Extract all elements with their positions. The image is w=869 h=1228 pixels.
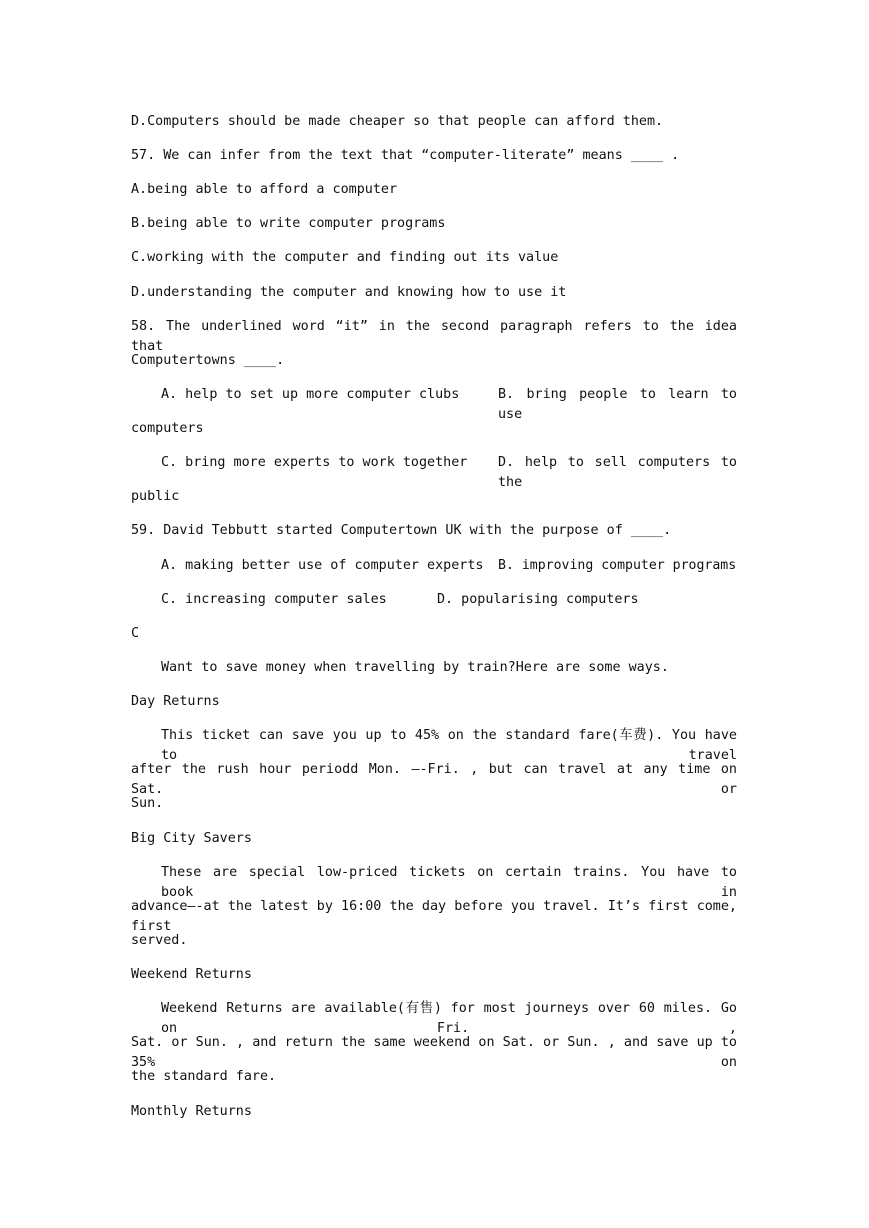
big-city-savers-line3: served. [131,933,188,948]
q58-stem-line2: Computertowns ____. [131,353,285,368]
q58-stem-line1: 58. The underlined word “it” in the second paragraph refers to the idea that [131,319,737,354]
q57-option-a: A.being able to afford a computer [131,182,398,197]
big-city-savers-line1: These are special low-priced tickets on certain trains. You have to book in [161,865,737,900]
day-returns-line2: after the rush hour periodd Mon. —-Fri. , but can travel at any time on Sat. or [131,762,737,797]
q57-option-c: C.working with the computer and finding out its value [131,250,559,265]
q59-option-a: A. making better use of computer experts [161,558,484,573]
q56-option-d: D.Computers should be made cheaper so that people can afford them. [131,114,664,129]
day-returns-line1: This ticket can save you up to 45% on the standard fare(车费). You have to travel [161,728,737,763]
q57-stem: 57. We can infer from the text that “computer-literate” means ____ . [131,148,680,163]
passage-c-label: C [131,626,140,641]
day-returns-line3: Sun. [131,796,164,811]
q59-stem: 59. David Tebbutt started Computertown UK with the purpose of ____. [131,523,672,538]
big-city-savers-line2: advance—-at the latest by 16:00 the day before you travel. It’s first come, first [131,899,737,934]
q58-option-c: C. bring more experts to work together [161,455,468,470]
weekend-returns-line3: the standard fare. [131,1069,277,1084]
big-city-savers-heading: Big City Savers [131,831,252,846]
weekend-returns-line1: Weekend Returns are available(有售) for most journeys over 60 miles. Go on Fri. , [161,1001,737,1036]
monthly-returns-heading: Monthly Returns [131,1104,252,1119]
weekend-returns-heading: Weekend Returns [131,967,252,982]
q59-option-d: D. popularising computers [437,592,639,607]
q57-option-b: B.being able to write computer programs [131,216,446,231]
q58-option-d-line1: D. help to sell computers to the [498,455,737,490]
q58-option-b-line1: B. bring people to learn to use [498,387,737,422]
q58-option-b-line2: computers [131,421,204,436]
weekend-returns-line2: Sat. or Sun. , and return the same weekend on Sat. or Sun. , and save up to 35% on [131,1035,737,1070]
q58-option-a: A. help to set up more computer clubs [161,387,460,402]
passage-c-intro: Want to save money when travelling by train?Here are some ways. [161,660,669,675]
day-returns-heading: Day Returns [131,694,220,709]
q57-option-d: D.understanding the computer and knowing how to use it [131,285,567,300]
q59-option-c: C. increasing computer sales [161,592,387,607]
q59-option-b: B. improving computer programs [498,558,737,573]
q58-option-d-line2: public [131,489,180,504]
